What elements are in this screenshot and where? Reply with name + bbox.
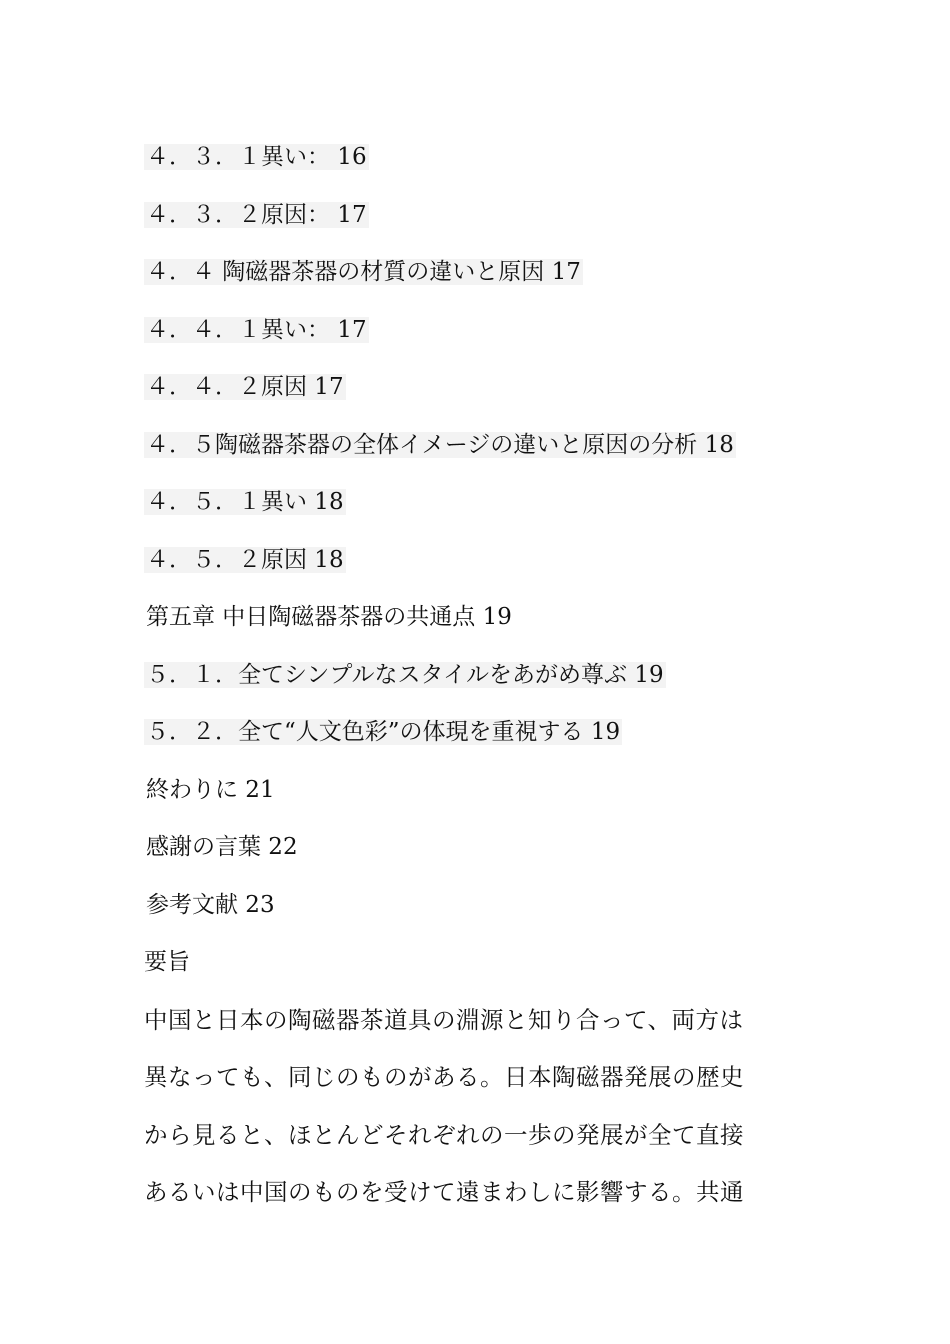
toc-chapter-entry bbox=[144, 828, 844, 886]
toc-entry-text: ４．５．２原因 18 bbox=[146, 546, 344, 573]
toc-entry-text: ４．５陶磁器茶器の全体イメージの違いと原因の分析 18 bbox=[146, 431, 734, 458]
toc-entry bbox=[144, 196, 844, 254]
paragraph-line: 中国と日本の陶磁器茶道具の淵源と知り合って、両方は bbox=[144, 1005, 744, 1034]
toc-entry bbox=[144, 713, 844, 771]
table-of-contents bbox=[144, 138, 844, 943]
paragraph-line: あるいは中国のものを受けて遠まわしに影響する。共通 bbox=[144, 1178, 744, 1206]
toc-entry-text: ４．４．１異い： 17 bbox=[146, 316, 367, 343]
abstract-heading: 要旨 bbox=[144, 949, 190, 975]
toc-chapter-entry bbox=[144, 771, 844, 829]
toc-entry bbox=[144, 483, 844, 541]
toc-entry bbox=[144, 426, 844, 484]
toc-chapter-entry bbox=[144, 886, 844, 944]
toc-entry bbox=[144, 368, 844, 426]
toc-entry bbox=[144, 253, 844, 311]
toc-chapter-entry bbox=[144, 598, 844, 656]
toc-entry-text: ５．１．全てシンプルなスタイルをあがめ尊ぶ 19 bbox=[146, 661, 664, 688]
toc-entry-text: ４．４ 陶磁器茶器の材質の違いと原因 17 bbox=[146, 259, 581, 285]
toc-entry bbox=[144, 656, 844, 714]
paragraph-line: から見ると、ほとんどそれぞれの一歩の発展が全て直接 bbox=[144, 1120, 744, 1149]
toc-entry-text: ４．３．１異い： 16 bbox=[146, 144, 367, 170]
toc-entry-text: ４．３．２原因： 17 bbox=[146, 201, 367, 228]
toc-entry bbox=[144, 311, 844, 369]
toc-entry-text: 参考文献 23 bbox=[146, 891, 275, 918]
toc-entry-text: ４．４．２原因 17 bbox=[146, 374, 344, 400]
toc-entry bbox=[144, 541, 844, 599]
toc-entry-text: ４．５．１異い 18 bbox=[146, 489, 344, 515]
paragraph-line: 異なっても、同じのものがある。日本陶磁器発展の歴史 bbox=[144, 1063, 744, 1091]
toc-entry bbox=[144, 138, 844, 196]
toc-entry-text: 感謝の言葉 22 bbox=[146, 834, 298, 860]
toc-entry-text: 第五章 中日陶磁器茶器の共通点 19 bbox=[146, 604, 512, 630]
abstract-paragraph bbox=[144, 1001, 844, 1231]
document-page bbox=[144, 138, 844, 1231]
toc-entry-text: 終わりに 21 bbox=[146, 776, 275, 803]
toc-entry-text: ５．２．全て“人文色彩”の体現を重視する 19 bbox=[146, 719, 621, 745]
